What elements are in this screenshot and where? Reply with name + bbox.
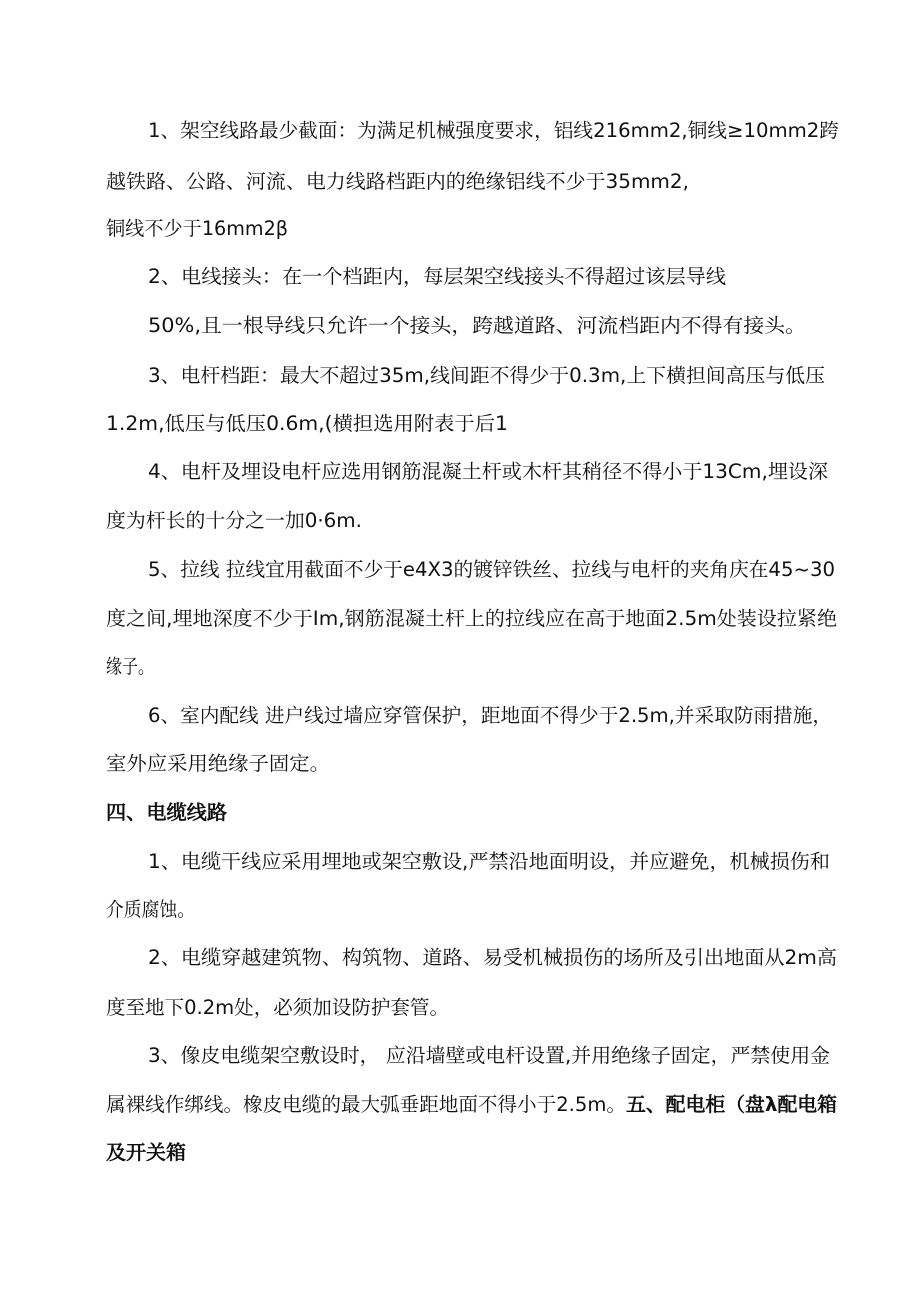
para-6-line-2: 室外应采用绝缘子固定。: [106, 752, 330, 775]
cable-para-1-line-1: 1、电缆干线应采用埋地或架空敷设,严禁沿地面明设，并应避免，机械损伤和: [148, 850, 830, 873]
para-1-line-3: 铜线不少于16mm2β: [106, 217, 289, 240]
para-3-line-1: 3、电杆档距：最大不超过35m,线间距不得少于0.3m,上下横担间高压与低压: [148, 364, 825, 387]
para-4-line-1: 4、电杆及埋设电杆应选用钢筋混凝土杆或木杆其稍径不得小于13Cm,埋设深: [148, 460, 829, 483]
section-heading-5: 五、配电柜（盘λ配电箱: [626, 1093, 837, 1116]
section-heading-5-cont: 及开关箱: [106, 1141, 186, 1164]
para-5-line-2: 度之间,埋地深度不少于Im,钢筋混凝土杆上的拉线应在高于地面2.5m处装设拉紧绝: [106, 607, 837, 630]
para-6-line-1: 6、室内配线 进户线过墙应穿管保护，距地面不得少于2.5m,并采取防雨措施，: [148, 704, 832, 727]
cable-para-2-line-2: 度至地下0.2m处，必须加设防护套管。: [106, 996, 449, 1019]
para-1-line-1: 1、架空线路最少截面：为满足机械强度要求，铝线216mm2,铜线≥10mm2跨: [148, 119, 839, 142]
para-2-line-2: 50%,且一根导线只允许一个接头，跨越道路、河流档距内不得有接头。: [148, 314, 806, 337]
para-2-line-1: 2、电线接头：在一个档距内，每层架空线接头不得超过该层导线: [148, 265, 727, 288]
cable-para-3-line-1: 3、像皮电缆架空敷设时， 应沿墙壁或电杆设置,并用绝缘子固定，严禁使用金: [148, 1044, 831, 1067]
para-5-line-3: 缘子。: [106, 655, 155, 678]
para-1-line-2: 越铁路、公路、河流、电力线路档距内的绝缘铝线不少于35mm2,: [106, 170, 689, 193]
cable-para-1-line-2: 介质腐蚀。: [106, 898, 196, 921]
para-3-line-2: 1.2m,低压与低压0.6m,(横担选用附表于后1: [106, 412, 508, 435]
cable-para-3-line-2: 属裸线作绑线。橡皮电缆的最大弧垂距地面不得小于2.5m。: [106, 1093, 626, 1116]
para-4-line-2: 度为杆长的十分之一加0·6m.: [106, 509, 362, 532]
para-5-line-1: 5、拉线 拉线宜用截面不少于e4X3的镀锌铁丝、拉线与电杆的夹角庆在45~30: [148, 558, 836, 581]
cable-para-2-line-1: 2、电缆穿越建筑物、构筑物、道路、易受机械损伤的场所及引出地面从2m高: [148, 946, 837, 969]
section-heading-4: 四、电缆线路: [106, 801, 227, 824]
